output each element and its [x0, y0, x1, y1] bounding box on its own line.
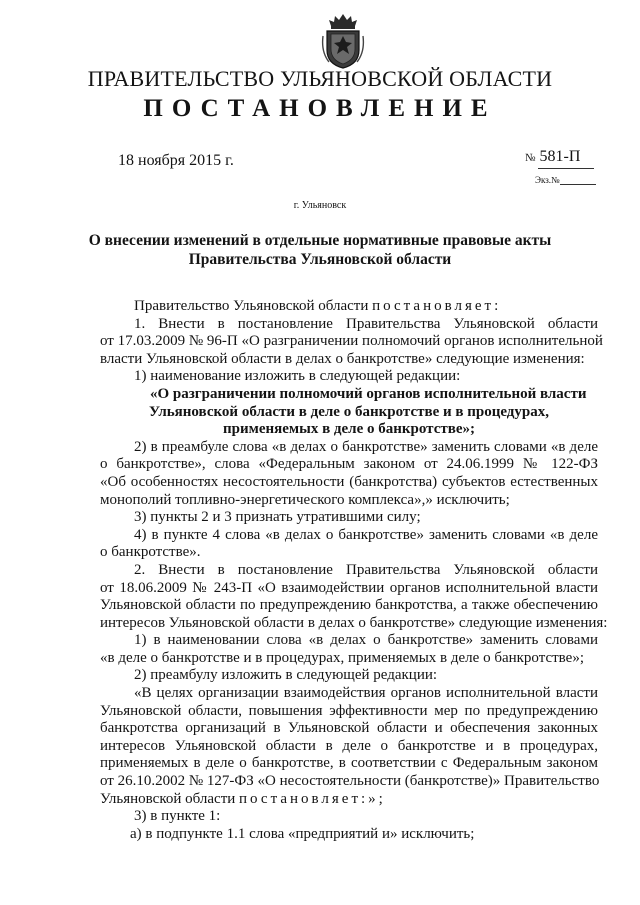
body-line [100, 791, 598, 809]
document-number [525, 148, 580, 166]
body-text: Ульяновской области [100, 790, 236, 807]
body-line: «Об особенностях несостоятельности (банкротства) субъектов естественных [100, 473, 598, 490]
body-line: 2) преамбулу изложить в следующей редакции: [134, 667, 438, 684]
body-line: Ульяновской области, повышения эффективности мер по предупреждению [100, 702, 598, 719]
body-line: интересов Ульяновской области в деле о банкротстве и в процедурах, [100, 737, 598, 754]
body-line: 3) в пункте 1: [134, 808, 221, 825]
body-line: о банкротстве», слова «Федеральным законом от 24.06.1999 № 122-ФЗ [100, 456, 598, 473]
body-line: власти Ульяновской области в делах о банкротстве» следующие изменения: [100, 350, 585, 367]
body-line: 2. Внести в постановление Правительства Ульяновской области [134, 561, 598, 578]
body-line: а) в подпункте 1.1 слова «предприятий и» исключить; [130, 825, 475, 842]
number-underline [538, 168, 594, 169]
coat-of-arms-icon [321, 12, 365, 70]
body-line: 1) наименование изложить в следующей редакции: [134, 368, 461, 385]
document-type: ПОСТАНОВЛЕНИЕ [143, 95, 497, 122]
body-text-spaced: постановляет:»; [239, 790, 386, 807]
title-line-2: Правительства Ульяновской области [188, 251, 452, 268]
body-line: банкротства организаций в Ульяновской области и обеспечения законных [100, 720, 598, 737]
body-line: «В целях организации взаимодействия органов исполнительной власти [134, 685, 598, 702]
body-line: применяемых в деле о банкротстве, в соответствии с Федеральным законом [100, 755, 598, 772]
body-text: Правительство Ульяновской области [134, 298, 369, 314]
body-line: интересов Ульяновской области в делах о банкротстве» следующие изменения: [100, 614, 608, 631]
copy-number [535, 175, 596, 185]
number-value: 581-П [539, 148, 581, 165]
body-line: 2) в преамбуле слова «в делах о банкротстве» заменить словами «в деле [134, 438, 598, 455]
body-line: от 18.06.2009 № 243-П «О взаимодействии органов исполнительной власти [100, 579, 598, 596]
document-body [100, 298, 608, 843]
body-line: от 17.03.2009 № 96-П «О разграничении полномочий органов исполнительной [100, 333, 603, 350]
body-line [100, 298, 598, 316]
body-line: Ульяновской области по предупреждению банкротства, а также обеспечению [100, 597, 598, 614]
document-date: 18 ноября 2015 г. [118, 152, 234, 169]
body-line: 3) пункты 2 и 3 признать утратившими силу; [134, 509, 421, 526]
body-line: от 26.10.2002 № 127-ФЗ «О несостоятельности (банкротстве)» Правительство [100, 773, 600, 790]
body-line: 4) в пункте 4 слова «в делах о банкротстве» заменить словами «в деле [134, 526, 598, 543]
body-text-spaced: постановляет: [372, 298, 502, 314]
body-line: 1. Внести в постановление Правительства Ульяновской области [134, 315, 598, 332]
body-line: «в деле о банкротстве и в процедурах, применяемых в деле о банкротстве»; [100, 649, 584, 666]
number-sign: № [525, 152, 536, 164]
copy-label: Экз.№ [535, 175, 560, 185]
body-line-bold: Ульяновской области в деле о банкротстве и в процедурах, [149, 403, 549, 420]
government-name: ПРАВИТЕЛЬСТВО УЛЬЯНОВСКОЙ ОБЛАСТИ [87, 66, 553, 91]
title-line-1: О внесении изменений в отдельные нормативные правовые акты [88, 232, 552, 249]
body-line-bold: «О разграничении полномочий органов исполнительной власти [150, 385, 587, 402]
body-line: о банкротстве». [100, 544, 201, 561]
document-title [0, 231, 640, 269]
copy-underline [560, 184, 596, 185]
body-line: 1) в наименовании слова «в делах о банкротстве» заменить словами [134, 632, 598, 649]
body-line-bold: применяемых в деле о банкротстве»; [222, 421, 476, 438]
body-line: монополий топливно-энергетического комплекса»,» исключить; [100, 491, 510, 508]
city: г. Ульяновск [293, 200, 347, 211]
